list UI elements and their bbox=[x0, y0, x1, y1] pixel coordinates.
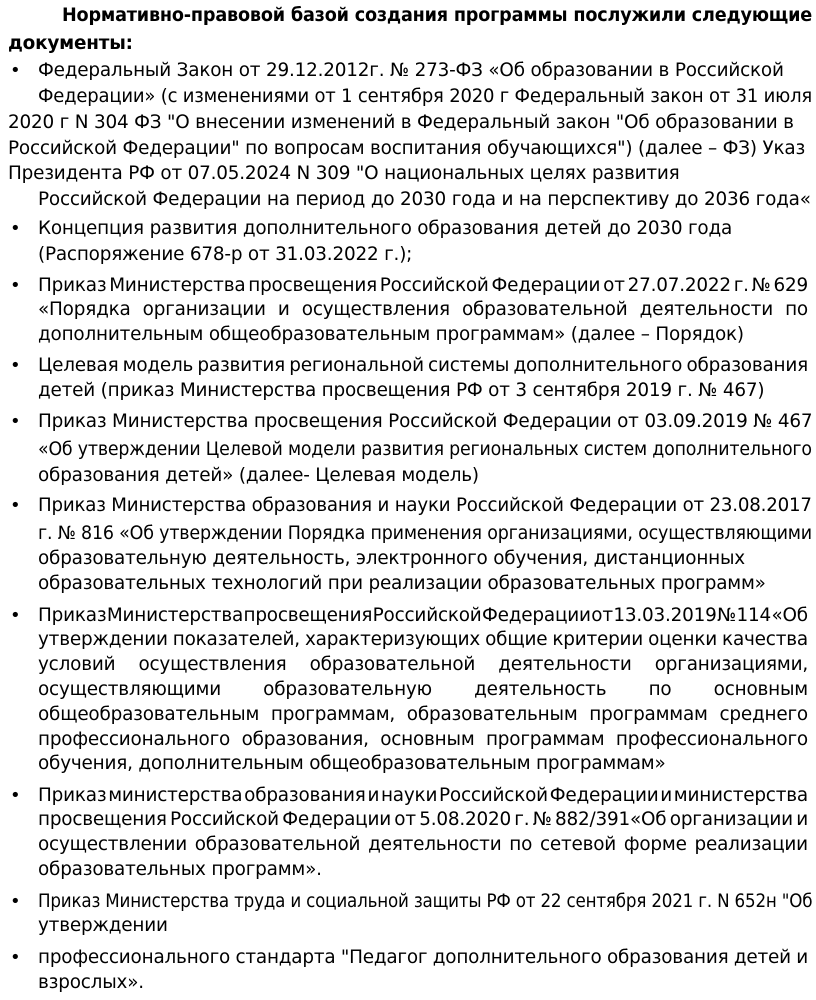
word: № bbox=[532, 809, 552, 830]
word: Российской bbox=[379, 275, 489, 296]
list-item-line: «Об утверждении Целевой модели развития региональных систем дополнительного bbox=[38, 439, 812, 460]
list-item-line: образовательных программ». bbox=[38, 859, 322, 880]
word: Приказ bbox=[38, 275, 107, 296]
word: «Порядка bbox=[38, 299, 131, 320]
word: 13.03.2019 bbox=[613, 605, 717, 626]
word: и bbox=[367, 785, 380, 806]
list-item-line: Российской Федерации на период до 2030 года и на перспективу до 2036 года« bbox=[38, 189, 811, 210]
heading-line-2: документы: bbox=[8, 33, 133, 54]
word: образования bbox=[244, 785, 366, 806]
word: деятельность bbox=[474, 679, 607, 700]
list-item-line bbox=[38, 784, 808, 808]
bullet-marker: • bbox=[10, 891, 21, 912]
list-item-line bbox=[38, 946, 808, 970]
word: общие bbox=[485, 629, 548, 650]
word: сетевой bbox=[539, 834, 617, 855]
bullet-marker: • bbox=[10, 218, 21, 239]
list-item-line: Президента РФ от 07.05.2024 N 309 "О национальных целях развития bbox=[8, 163, 680, 184]
list-item-line bbox=[38, 274, 808, 298]
word: и bbox=[796, 809, 808, 830]
list-item-line bbox=[38, 628, 808, 652]
bullet-marker: • bbox=[10, 605, 21, 626]
heading-line-1: Нормативно-правовой базой создания программы послужили следующие bbox=[62, 5, 812, 26]
word: Федерации bbox=[282, 809, 391, 830]
word: образовательной bbox=[194, 834, 361, 855]
list-item-line: г. № 816 «Об утверждении Порядка применения организациями, осуществляющими bbox=[38, 523, 812, 544]
word: образования bbox=[606, 947, 729, 968]
word: программам bbox=[485, 729, 605, 750]
list-item-line: образовательных технологий при реализации образовательных программ» bbox=[38, 573, 766, 594]
list-item-line: образовательную деятельность, электронного обучения, дистанционных bbox=[38, 548, 745, 569]
list-item-line: дополнительным общеобразовательным программам» (далее – Порядок) bbox=[38, 324, 744, 345]
word: просвещения bbox=[38, 809, 167, 830]
word: по bbox=[785, 299, 808, 320]
word: образовательной bbox=[309, 654, 476, 675]
word: г. bbox=[514, 809, 530, 830]
word: осуществления bbox=[301, 299, 450, 320]
word: и bbox=[277, 299, 290, 320]
word: детей bbox=[733, 947, 791, 968]
list-item-line: (Распоряжение 678-р от 31.03.2022 г.); bbox=[38, 244, 413, 265]
bullet-marker: • bbox=[10, 785, 21, 806]
word: № bbox=[751, 275, 771, 296]
word: организации bbox=[669, 809, 793, 830]
word: "Педагог bbox=[340, 947, 428, 968]
word: «Об bbox=[771, 605, 808, 626]
list-item-line: взрослых». bbox=[38, 972, 144, 993]
word: профессионального bbox=[38, 729, 231, 750]
word: программам bbox=[589, 704, 708, 725]
word: г. bbox=[733, 275, 749, 296]
word: организации bbox=[142, 299, 266, 320]
word: и bbox=[796, 947, 808, 968]
word: стандарта bbox=[235, 947, 336, 968]
word: 5.08.2020 bbox=[419, 809, 511, 830]
list-item-line bbox=[38, 678, 808, 702]
word: основным bbox=[713, 679, 808, 700]
word: образовательным bbox=[406, 704, 578, 725]
list-item-line: образования детей» (далее- Целевая модель) bbox=[38, 465, 479, 486]
word: образования, bbox=[241, 729, 369, 750]
list-item-line bbox=[38, 653, 808, 677]
word: от bbox=[591, 605, 613, 626]
list-item-line bbox=[38, 833, 808, 857]
word: министерства bbox=[673, 785, 808, 806]
word: Министерства bbox=[106, 605, 244, 626]
word: и bbox=[660, 785, 672, 806]
word: критерии bbox=[552, 629, 644, 650]
bullet-marker: • bbox=[10, 411, 21, 432]
list-item-line: Приказ Министерства труда и социальной защиты РФ от 22 сентября 2021 г. N 652н "Об bbox=[38, 891, 813, 912]
bullet-marker: • bbox=[10, 275, 21, 296]
word: Приказ bbox=[38, 605, 107, 626]
word: 882/391«Об bbox=[554, 809, 667, 830]
word: Российской bbox=[439, 785, 548, 806]
word: Федерации bbox=[549, 785, 659, 806]
word: качества bbox=[722, 629, 808, 650]
word: Федерации bbox=[482, 605, 591, 626]
list-item-line: Приказ Министерства просвещения Российской Федерации от 03.09.2019 № 467 bbox=[38, 411, 813, 432]
word: оценки bbox=[648, 629, 718, 650]
word: дополнительного bbox=[432, 947, 602, 968]
word: Федерации bbox=[491, 275, 601, 296]
list-item-line bbox=[38, 604, 808, 628]
list-item-line: утверждении bbox=[38, 915, 168, 936]
word: образования bbox=[686, 355, 808, 376]
bullet-marker: • bbox=[10, 355, 21, 376]
word: от bbox=[603, 275, 625, 296]
word: модель bbox=[122, 355, 194, 376]
list-item-line bbox=[38, 298, 808, 322]
word: № bbox=[717, 605, 737, 626]
word: 114 bbox=[736, 605, 772, 626]
word: дополнительного bbox=[513, 355, 683, 376]
word: форме bbox=[623, 834, 687, 855]
word: утверждении bbox=[38, 629, 168, 650]
word: от bbox=[394, 809, 416, 830]
word: профессионального bbox=[615, 729, 808, 750]
word: Министерства bbox=[109, 275, 246, 296]
word: общеобразовательным bbox=[38, 704, 260, 725]
word: Целевая bbox=[38, 355, 119, 376]
word: развития bbox=[197, 355, 286, 376]
word: Российской bbox=[170, 809, 279, 830]
word: образовательной bbox=[461, 299, 628, 320]
list-item-line bbox=[38, 808, 808, 832]
list-item-line bbox=[38, 728, 808, 752]
list-item-line bbox=[38, 354, 808, 378]
list-item-line: Российской Федерации" по вопросам воспитания обучающихся") (далее – ФЗ) Указ bbox=[8, 138, 806, 159]
word: по bbox=[648, 679, 672, 700]
word: 27.07.2022 bbox=[627, 275, 731, 296]
word: системы bbox=[428, 355, 510, 376]
word: среднего bbox=[719, 704, 808, 725]
bullet-marker: • bbox=[10, 495, 21, 516]
word: деятельности bbox=[498, 654, 632, 675]
bullet-marker: • bbox=[10, 60, 21, 81]
word: науки bbox=[380, 785, 438, 806]
word: программам, bbox=[270, 704, 396, 725]
word: просвещения bbox=[243, 605, 373, 626]
word: Российской bbox=[372, 605, 482, 626]
word: профессионального bbox=[38, 947, 231, 968]
word: осуществляющими bbox=[38, 679, 221, 700]
list-item-line: Федерации» (с изменениями от 1 сентября 2020 г Федеральный закон от 31 июля bbox=[38, 86, 813, 107]
word: характеризующих bbox=[304, 629, 481, 650]
list-item-line: детей (приказ Министерства просвещения РФ от 3 сентября 2019 г. № 467) bbox=[38, 380, 765, 401]
list-item-line: 2020 г N 304 ФЗ "О внесении изменений в Федеральный закон "Об образовании в bbox=[8, 112, 794, 133]
list-item-line: Федеральный Закон от 29.12.2012г. № 273-ФЗ «Об образовании в Российской bbox=[38, 60, 784, 81]
word: Приказ bbox=[38, 785, 107, 806]
word: образовательную bbox=[263, 679, 432, 700]
word: региональной bbox=[289, 355, 424, 376]
word: деятельности bbox=[368, 834, 502, 855]
list-item-line: Концепция развития дополнительного образования детей до 2030 года bbox=[38, 218, 733, 239]
word: условий bbox=[38, 654, 116, 675]
word: осуществления bbox=[138, 654, 287, 675]
list-item-line bbox=[38, 703, 808, 727]
word: деятельности bbox=[639, 299, 773, 320]
word: осуществлении bbox=[38, 834, 187, 855]
word: основным bbox=[380, 729, 475, 750]
bullet-marker: • bbox=[10, 947, 21, 968]
word: просвещения bbox=[248, 275, 377, 296]
word: реализации bbox=[694, 834, 808, 855]
word: 629 bbox=[773, 275, 808, 296]
list-item-line: обучения, дополнительным общеобразовательным программам» bbox=[38, 753, 666, 774]
word: показателей, bbox=[172, 629, 300, 650]
list-item-line: Приказ Министерства образования и науки Российской Федерации от 23.08.2017 bbox=[38, 495, 812, 516]
word: организациями, bbox=[654, 654, 808, 675]
word: по bbox=[509, 834, 533, 855]
word: министерства bbox=[108, 785, 243, 806]
